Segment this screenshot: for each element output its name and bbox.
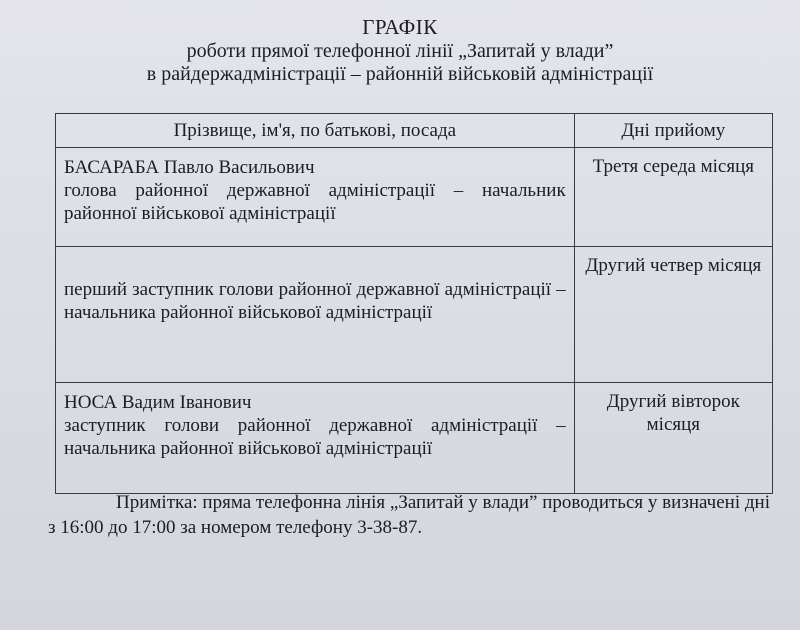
header-reception-days: Дні прийому — [574, 114, 772, 148]
schedule-table — [55, 113, 773, 494]
title-block — [0, 14, 800, 86]
name-position-cell — [56, 247, 575, 383]
document-title: ГРАФІК — [362, 15, 438, 39]
table-row — [56, 247, 773, 383]
person-name: БАСАРАБА Павло Васильович — [64, 157, 315, 178]
person-name: НОСА Вадим Іванович — [64, 392, 252, 413]
person-position: голова районної державної адміністрації – начальник районної військової адміністрації — [64, 180, 566, 224]
table-header-row — [56, 114, 773, 148]
person-position: перший заступник голови районної державної адміністрації – начальника районної військової адміністрації — [64, 279, 566, 323]
reception-days-cell: Другий вівторок місяця — [574, 383, 772, 494]
footnote: Примітка: пряма телефонна лінія „Запитай у влади” проводиться у визначені дні з 16:00 до 17:00 за номером телефону 3-38-87. — [48, 492, 770, 538]
table-row — [56, 383, 773, 494]
name-position-cell — [56, 148, 575, 247]
document-subtitle-line1: роботи прямої телефонної лінії „Запитай у влади” — [186, 40, 614, 62]
header-name-position: Прізвище, ім'я, по батькові, посада — [56, 114, 575, 148]
person-position: заступник голови районної державної адміністрації – начальника районної військової адміністрації — [64, 415, 566, 459]
table-row — [56, 148, 773, 247]
reception-days-cell: Другий четвер місяця — [574, 247, 772, 383]
reception-days-cell: Третя середа місяця — [574, 148, 772, 247]
document-subtitle-line2: в райдержадміністрації – районній військовій адміністрації — [146, 63, 654, 85]
name-position-cell — [56, 383, 575, 494]
